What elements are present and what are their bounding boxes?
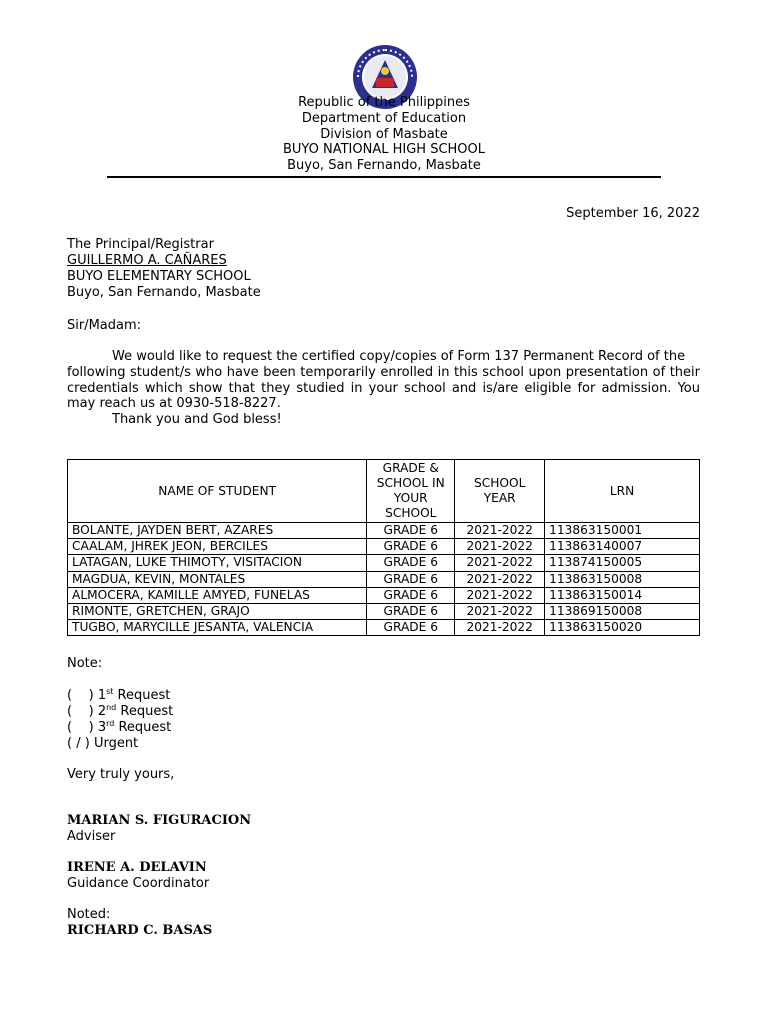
note-ordinal: nd [106,703,117,712]
note-item [67,736,173,752]
header-lrn: LRN [545,460,700,523]
table-row [68,587,700,603]
guidance-signature [67,860,209,892]
body-thanks: Thank you and God bless! [112,412,282,428]
table-row [68,571,700,587]
guidance-name: IRENE A. DELAVIN [67,860,207,875]
letterhead-division: Division of Masbate [320,126,448,142]
note-text: Request [113,688,171,703]
cell-lrn: 113863150008 [545,571,700,587]
cell-lrn: 113863150014 [545,587,700,603]
recipient-block [67,237,261,301]
notes-block [67,656,173,752]
cell-year: 2021-2022 [455,587,545,603]
cell-grade: GRADE 6 [367,587,455,603]
table-row [68,603,700,619]
recipient-address: Buyo, San Fernando, Masbate [67,285,261,300]
recipient-school: BUYO ELEMENTARY SCHOOL [67,269,251,284]
student-records-table [67,459,700,636]
header-grade: GRADE & SCHOOL IN YOUR SCHOOL [367,460,455,523]
cell-year: 2021-2022 [455,603,545,619]
letter-body [67,349,700,428]
cell-grade: GRADE 6 [367,603,455,619]
noted-name: RICHARD C. BASAS [67,923,213,938]
cell-year: 2021-2022 [455,555,545,571]
cell-name: RIMONTE, GRETCHEN, GRAJO [68,603,367,619]
cell-lrn: 113863140007 [545,539,700,555]
note-ordinal: rd [106,719,115,728]
cell-lrn: 113863150001 [545,523,700,539]
note-text: Request [116,704,174,719]
adviser-name: MARIAN S. FIGURACION [67,813,252,828]
note-checkbox: ( / ) [67,736,90,751]
letterhead-republic: Republic of the Philippines [298,95,470,110]
letterhead-divider [107,176,661,178]
cell-name: CAALAM, JHREK JEON, BERCILES [68,539,367,555]
notes-label: Note: [67,656,103,671]
note-checkbox: ( ) [67,720,94,735]
recipient-position: The Principal/Registrar [67,237,214,252]
note-number: 1 [97,688,107,703]
note-item [67,704,173,720]
note-item [67,720,173,736]
letterhead [0,95,768,174]
letterhead-department: Department of Education [301,110,467,126]
cell-year: 2021-2022 [455,571,545,587]
adviser-title: Adviser [67,829,116,844]
note-text: Urgent [93,736,139,751]
cell-year: 2021-2022 [455,539,545,555]
note-ordinal: st [106,687,114,696]
letterhead-school: BUYO NATIONAL HIGH SCHOOL [282,142,486,158]
body-paragraph-first-line: We would like to request the certified copy/copies of Form 137 Permanent Record of the [112,349,686,364]
note-checkbox: ( ) [67,704,94,719]
adviser-signature [67,813,251,845]
cell-name: ALMOCERA, KAMILLE AMYED, FUNELAS [68,587,367,603]
salutation: Sir/Madam: [67,318,142,333]
table-header-row [68,460,700,523]
cell-name: MAGDUA, KEVIN, MONTALES [68,571,367,587]
table-row [68,539,700,555]
noted-signature [67,907,212,939]
cell-grade: GRADE 6 [367,555,455,571]
note-item [67,688,173,704]
header-name: NAME OF STUDENT [68,460,367,523]
letterhead-address: Buyo, San Fernando, Masbate [287,158,481,174]
cell-grade: GRADE 6 [367,539,455,555]
body-paragraph-rest: following student/s who have been temporarily enrolled in this school upon presentation of their credentials which show that they studied in your school and is/are eligible for admission. You may reach us at 0930-518-8227. [67,364,700,412]
closing: Very truly yours, [67,767,175,782]
cell-lrn: 113863150020 [545,620,700,636]
cell-name: BOLANTE, JAYDEN BERT, AZARES [68,523,367,539]
table-row [68,620,700,636]
cell-grade: GRADE 6 [367,620,455,636]
cell-name: TUGBO, MARYCILLE JESANTA, VALENCIA [68,620,367,636]
note-checkbox: ( ) [67,688,94,703]
cell-lrn: 113874150005 [545,555,700,571]
guidance-title: Guidance Coordinator [67,876,210,891]
note-number: 3 [97,720,107,735]
table-row [68,523,700,539]
cell-grade: GRADE 6 [367,523,455,539]
cell-year: 2021-2022 [455,523,545,539]
cell-lrn: 113869150008 [545,603,700,619]
header-year: SCHOOL YEAR [455,460,545,523]
noted-label: Noted: [67,907,111,922]
recipient-name: GUILLERMO A. CAÑARES [67,253,227,268]
table-row [68,555,700,571]
note-text: Request [114,720,172,735]
cell-year: 2021-2022 [455,620,545,636]
letter-date: September 16, 2022 [566,206,700,221]
cell-grade: GRADE 6 [367,571,455,587]
note-number: 2 [97,704,107,719]
cell-name: LATAGAN, LUKE THIMOTY, VISITACION [68,555,367,571]
